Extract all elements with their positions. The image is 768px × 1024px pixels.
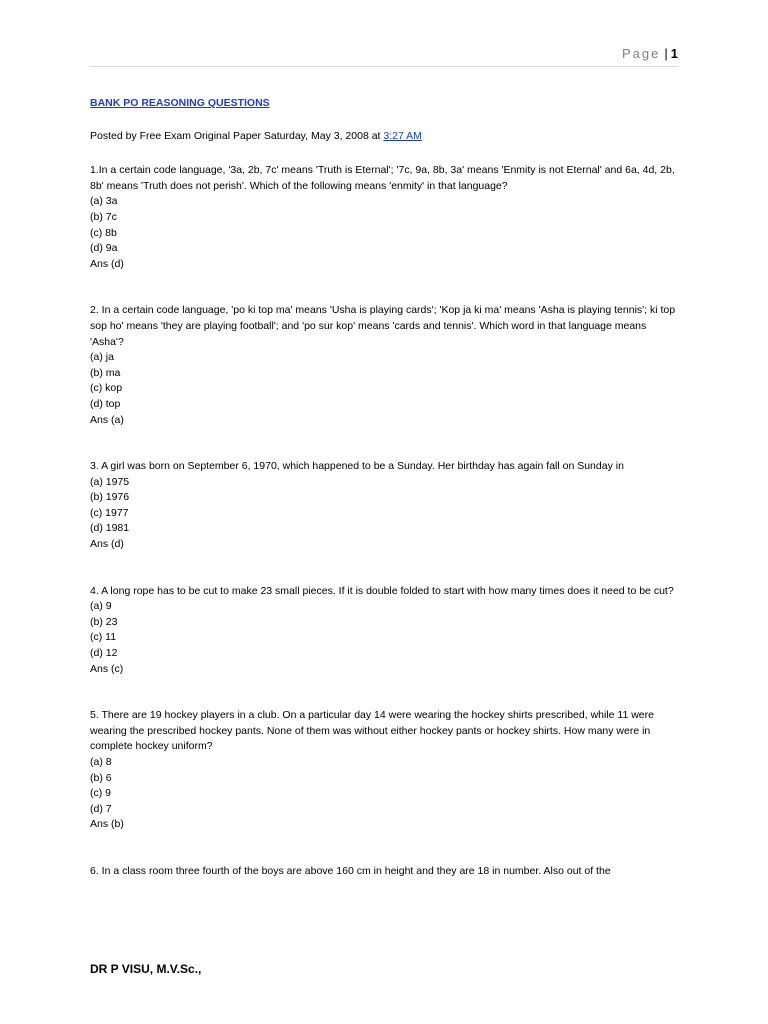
option: (c) 9 bbox=[90, 787, 111, 800]
question-3 bbox=[90, 459, 680, 553]
question-text: 5. There are 19 hockey players in a club. On a particular day 14 were wearing the hockey shirts prescribed, while 11 were wearing the prescribed hockey pants. None of them was without either hockey pants or hockey shirts. How many were in complete hockey uniform? bbox=[90, 709, 654, 753]
option: (a) 8 bbox=[90, 756, 112, 768]
answer: Ans (b) bbox=[90, 818, 124, 831]
answer: Ans (d) bbox=[90, 538, 124, 551]
option: (b) ma bbox=[90, 366, 121, 379]
option: (d) top bbox=[90, 397, 121, 410]
answer: Ans (c) bbox=[90, 662, 124, 675]
option: (d) 1981 bbox=[90, 522, 130, 535]
question-text: 2. In a certain code language, 'po ki top ma' means 'Usha is playing cards'; 'Kop ja ki ma' means 'Asha is playing tennis'; ki top sop ho' means 'they are playing football'; and 'po sur kop' means 'cards and tennis'. Which word in that language means 'Asha'? bbox=[90, 304, 676, 348]
option: (a) ja bbox=[90, 351, 114, 364]
option: (d) 12 bbox=[90, 647, 118, 660]
question-1 bbox=[90, 163, 680, 272]
question-5 bbox=[90, 708, 680, 833]
posted-time-link[interactable]: 3:27 AM bbox=[383, 129, 422, 142]
question-2 bbox=[90, 303, 680, 428]
option: (c) 1977 bbox=[90, 506, 129, 519]
question-text: 1.In a certain code language, '3a, 2b, 7c' means 'Truth is Eternal'; '7c, 9a, 8b, 3a' means 'Enmity is not Eternal' and 6a, 4d, 2b, 8b' means 'Truth does not perish'. Which of the following means 'enmity' in that language? bbox=[90, 164, 675, 192]
option: (d) 9a bbox=[90, 242, 118, 255]
document-title-link[interactable]: BANK PO REASONING QUESTIONS bbox=[90, 97, 270, 109]
option: (a) 9 bbox=[90, 600, 112, 613]
option: (b) 7c bbox=[90, 210, 117, 223]
question-4 bbox=[90, 584, 680, 678]
option: (b) 23 bbox=[90, 615, 118, 628]
posted-prefix: Posted by Free Exam Original Paper Saturday, May 3, 2008 at bbox=[90, 129, 384, 142]
page-number: 1 bbox=[670, 46, 678, 61]
option: (c) 8b bbox=[90, 226, 117, 239]
question-6 bbox=[90, 864, 680, 880]
option: (b) 6 bbox=[90, 771, 112, 784]
option: (a) 3a bbox=[90, 195, 118, 208]
question-text: 6. In a class room three fourth of the boys are above 160 cm in height and they are 18 in number. Also out of the bbox=[90, 864, 611, 877]
option: (a) 1975 bbox=[90, 475, 130, 488]
option: (c) 11 bbox=[90, 631, 117, 644]
answer: Ans (a) bbox=[90, 413, 124, 426]
option: (c) kop bbox=[90, 382, 123, 395]
page-label: Page bbox=[622, 46, 661, 61]
option: (b) 1976 bbox=[90, 491, 130, 504]
option: (d) 7 bbox=[90, 802, 112, 815]
page-separator: | bbox=[664, 46, 668, 61]
question-text: 3. A girl was born on September 6, 1970, which happened to be a Sunday. Her birthday has again fall on Sunday in bbox=[90, 460, 624, 473]
page-footer-author: DR P VISU, M.V.Sc., bbox=[90, 962, 202, 976]
page-header bbox=[90, 46, 678, 67]
posted-line bbox=[90, 129, 680, 145]
question-text: 4. A long rope has to be cut to make 23 small pieces. If it is double folded to start with how many times does it need to be cut? bbox=[90, 584, 674, 597]
answer: Ans (d) bbox=[90, 257, 124, 270]
document-body bbox=[90, 96, 680, 880]
